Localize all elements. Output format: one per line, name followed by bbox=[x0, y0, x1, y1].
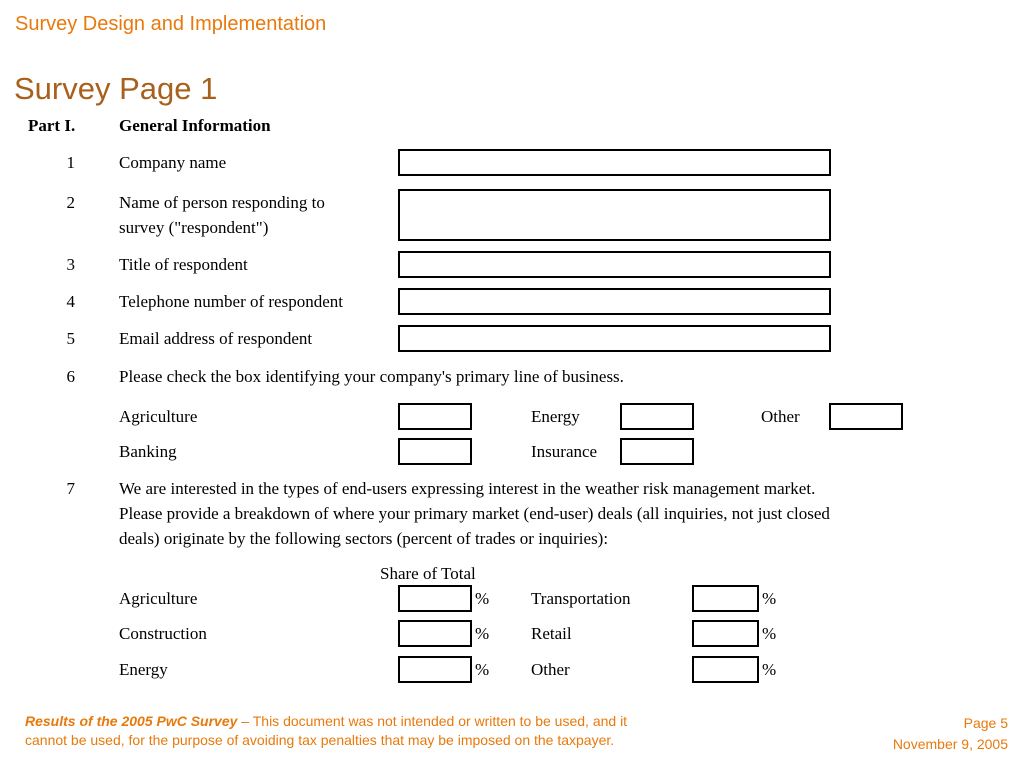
question-number-5: 5 bbox=[66, 329, 75, 348]
section-title: Survey Design and Implementation bbox=[15, 13, 327, 35]
question-number-2: 2 bbox=[66, 193, 75, 212]
sector-transportation-label: Transportation bbox=[531, 589, 631, 608]
sector-energy-label: Energy bbox=[119, 660, 168, 679]
part-title: General Information bbox=[119, 116, 271, 135]
sector-construction-label: Construction bbox=[119, 624, 207, 643]
sector-agriculture-percent-field[interactable] bbox=[398, 585, 472, 612]
page-number: Page 5 bbox=[963, 715, 1008, 731]
sector-retail-label: Retail bbox=[531, 624, 572, 643]
sector-other-label: Other bbox=[531, 660, 570, 679]
percent-sign: % bbox=[762, 589, 777, 608]
sector-agriculture-label: Agriculture bbox=[119, 589, 198, 608]
footer-text-line1: – This document was not intended or written to be used, and it bbox=[237, 713, 628, 729]
question-number-7: 7 bbox=[66, 479, 75, 498]
option-banking-label: Banking bbox=[119, 442, 177, 461]
sector-retail-percent-field[interactable] bbox=[692, 620, 759, 647]
question-number-4: 4 bbox=[66, 292, 75, 311]
percent-sign: % bbox=[475, 624, 490, 643]
option-insurance-checkbox[interactable] bbox=[620, 438, 694, 465]
respondent-name-field[interactable] bbox=[398, 189, 831, 241]
percent-sign: % bbox=[475, 589, 490, 608]
respondent-title-label: Title of respondent bbox=[119, 255, 248, 274]
sector-transportation-percent-field[interactable] bbox=[692, 585, 759, 612]
respondent-title-field[interactable] bbox=[398, 251, 831, 278]
respondent-name-label-line2: survey ("respondent") bbox=[119, 218, 269, 237]
percent-sign: % bbox=[762, 624, 777, 643]
respondent-name-label-line1: Name of person responding to bbox=[119, 193, 325, 212]
part-label: Part I. bbox=[28, 116, 76, 135]
option-banking-checkbox[interactable] bbox=[398, 438, 472, 465]
question-number-1: 1 bbox=[66, 153, 75, 172]
sector-energy-percent-field[interactable] bbox=[398, 656, 472, 683]
footer-page-info bbox=[893, 713, 1008, 755]
footer-text-line2: cannot be used, for the purpose of avoiding tax penalties that may be imposed on the taxpayer. bbox=[25, 732, 615, 748]
question-number-6: 6 bbox=[66, 367, 75, 386]
question-number-3: 3 bbox=[66, 255, 75, 274]
option-agriculture-label: Agriculture bbox=[119, 407, 198, 426]
company-name-label: Company name bbox=[119, 153, 227, 172]
option-other-checkbox[interactable] bbox=[829, 403, 903, 430]
percent-sign: % bbox=[762, 660, 777, 679]
option-insurance-label: Insurance bbox=[531, 442, 598, 461]
enduser-question-line3: deals) originate by the following sectors (percent of trades or inquiries): bbox=[119, 529, 609, 548]
email-label: Email address of respondent bbox=[119, 329, 313, 348]
share-of-total-header: Share of Total bbox=[380, 564, 476, 583]
sector-construction-percent-field[interactable] bbox=[398, 620, 472, 647]
company-name-field[interactable] bbox=[398, 149, 831, 176]
footer-lead: Results of the 2005 PwC Survey bbox=[25, 713, 238, 729]
enduser-question-line2: Please provide a breakdown of where your primary market (end-user) deals (all inquiries, not just closed bbox=[119, 504, 830, 523]
option-energy-label: Energy bbox=[531, 407, 580, 426]
footer-disclaimer bbox=[25, 712, 725, 750]
enduser-question-line1: We are interested in the types of end-users expressing interest in the weather risk management market. bbox=[119, 479, 816, 498]
option-energy-checkbox[interactable] bbox=[620, 403, 694, 430]
option-agriculture-checkbox[interactable] bbox=[398, 403, 472, 430]
sector-other-percent-field[interactable] bbox=[692, 656, 759, 683]
option-other-label: Other bbox=[761, 407, 800, 426]
percent-sign: % bbox=[475, 660, 490, 679]
email-field[interactable] bbox=[398, 325, 831, 352]
telephone-field[interactable] bbox=[398, 288, 831, 315]
page-title: Survey Page 1 bbox=[14, 71, 218, 106]
footer-date: November 9, 2005 bbox=[892, 736, 1008, 752]
telephone-label: Telephone number of respondent bbox=[119, 292, 343, 311]
business-line-label: Please check the box identifying your company's primary line of business. bbox=[119, 367, 624, 386]
